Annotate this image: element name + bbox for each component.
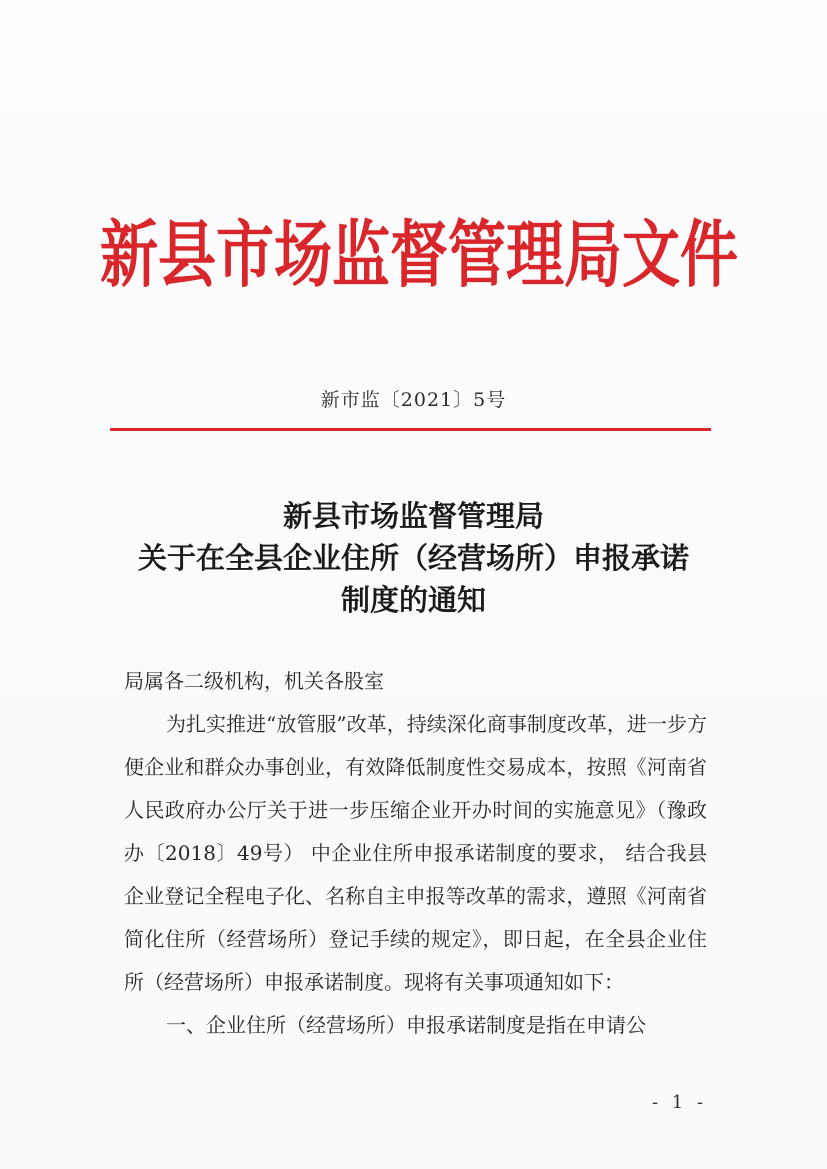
title-line-3: 制度的通知 xyxy=(340,583,486,617)
notice-title xyxy=(90,495,737,621)
title-line-1: 新县市场监督管理局 xyxy=(282,499,544,533)
paragraph-intro: 为扎实推进“放管服”改革，持续深化商事制度改革，进一步方便企业和群众办事创业，有效降低制度性交易成本，按照《河南省人民政府办公厅关于进一步压缩企业开办时间的实施意见》（豫政办〔2018〕49号） 中企业住所申报承诺制度的要求， 结合我县企业登记全程电子化、名称自主申报等改革的需求，遵照《河南省简化住所（经营场所）登记手续的规定》，即日起，在全县企业住所（经营场所）申报承诺制度。现将有关事项通知如下： xyxy=(124,712,707,994)
title-line-2: 关于在全县企业住所（经营场所）申报承诺 xyxy=(137,541,689,575)
salutation: 局属各二级机构，机关各股室 xyxy=(124,669,384,693)
paragraph-item-1: 一、企业住所（经营场所）申报承诺制度是指在申请公 xyxy=(166,1013,646,1037)
masthead-title: 新县市场监督管理局文件 xyxy=(100,212,739,298)
red-divider-line xyxy=(110,428,711,431)
notice-body xyxy=(124,660,707,1047)
page-number: - 1 - xyxy=(651,1092,707,1113)
document-number: 新市监〔2021〕5号 xyxy=(320,389,507,411)
